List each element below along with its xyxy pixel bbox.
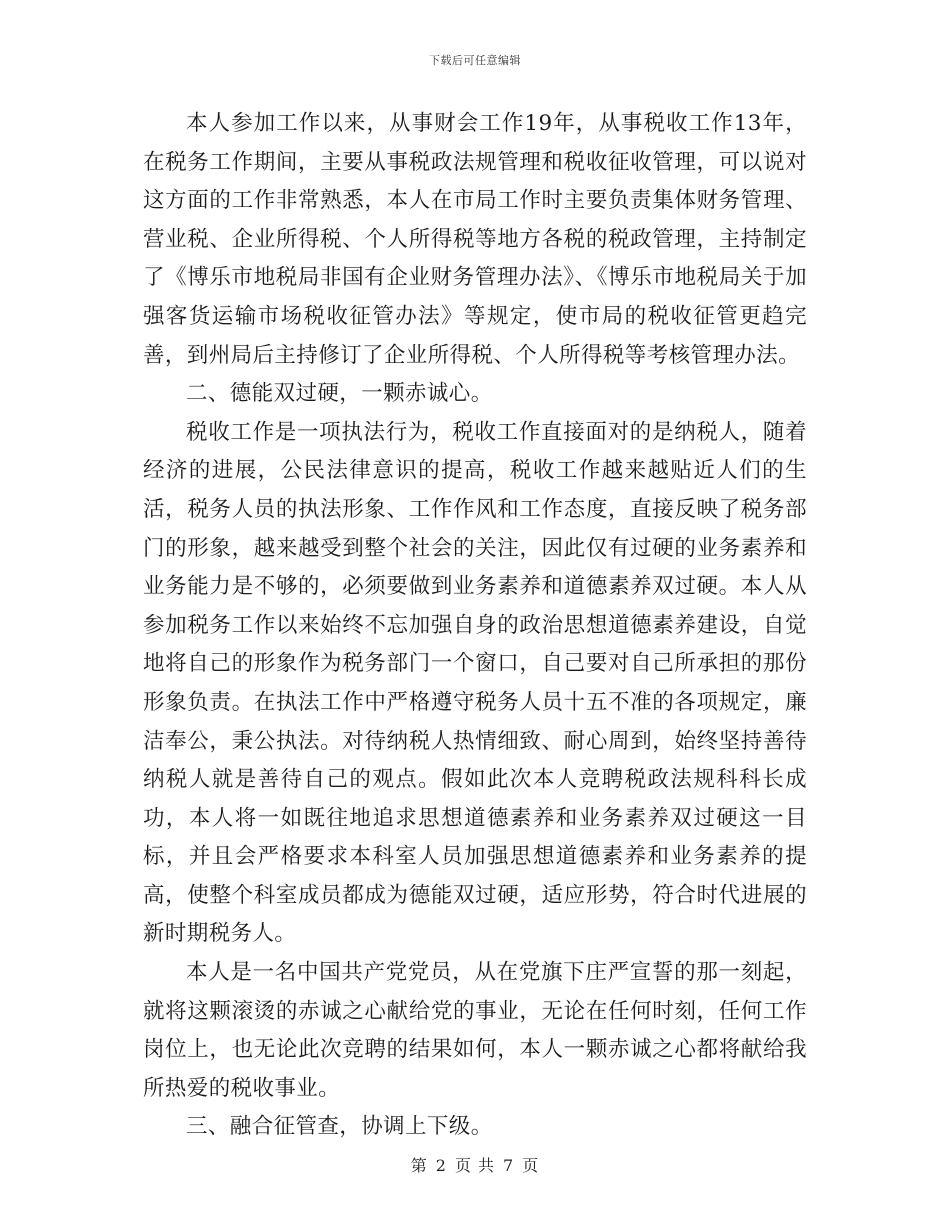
page-suffix: 页	[522, 1156, 540, 1175]
paragraph-party-member: 本人是一名中国共产党党员，从在党旗下庄严宣誓的那一刻起，就将这颗滚烫的赤诚之心献给党的事业，无论在任何时刻，任何工作岗位上，也无论此次竞聘的结果如何，本人一颗赤诚之心都将献给我所热爱的税收事业。	[143, 960, 807, 1101]
page-mid-text: 页 共	[454, 1156, 496, 1175]
page-header	[0, 52, 950, 68]
page-prefix: 第	[410, 1156, 428, 1175]
page-number-current: 2	[435, 1156, 447, 1175]
paragraph-work-experience: 本人参加工作以来，从事财会工作19年，从事税收工作13年，在税务工作期间，主要从事税政法规管理和税收征收管理，可以说对这方面的工作非常熟悉，本人在市局工作时主要负责集体财务管理、营业税、企业所得税、个人所得税等地方各税的税政管理，主持制定了《博乐市地税局非国有企业财务管理办法》、《博乐市地税局关于加强客货运输市场税收征管办法》等规定，使市局的税收征管更趋完善，到州局后主持修订了企业所得税、个人所得税等考核管理办法。	[143, 111, 807, 368]
section-heading-2: 二、德能双过硬，一颗赤诚心。	[186, 381, 493, 407]
page-number-total: 7	[503, 1156, 515, 1175]
paragraph-ethics: 税收工作是一项执法行为，税收工作直接面对的是纳税人，随着经济的进展，公民法律意识的提高，税收工作越来越贴近人们的生活，税务人员的执法形象、工作作风和工作态度，直接反映了税务部门的形象，越来越受到整个社会的关注，因此仅有过硬的业务素养和业务能力是不够的，必须要做到业务素养和道德素养双过硬。本人从参加税务工作以来始终不忘加强自身的政治思想道德素养建设，自觉地将自己的形象作为税务部门一个窗口，自己要对自己所承担的那份形象负责。在执法工作中严格遵守税务人员十五不准的各项规定，廉洁奉公，秉公执法。对待纳税人热情细致、耐心周到，始终坚持善待纳税人就是善待自己的观点。假如此次本人竞聘税政法规科科长成功，本人将一如既往地追求思想道德素养和业务素养双过硬这一目标，并且会严格要求本科室人员加强思想道德素养和业务素养的提高，使整个科室成员都成为德能双过硬，适应形势，符合时代进展的新时期税务人。	[143, 419, 807, 947]
document-body	[143, 105, 807, 1147]
page-footer	[0, 1153, 950, 1176]
header-note: 下载后可任意编辑	[429, 54, 521, 67]
section-heading-3: 三、融合征管查，协调上下级。	[186, 1114, 493, 1140]
